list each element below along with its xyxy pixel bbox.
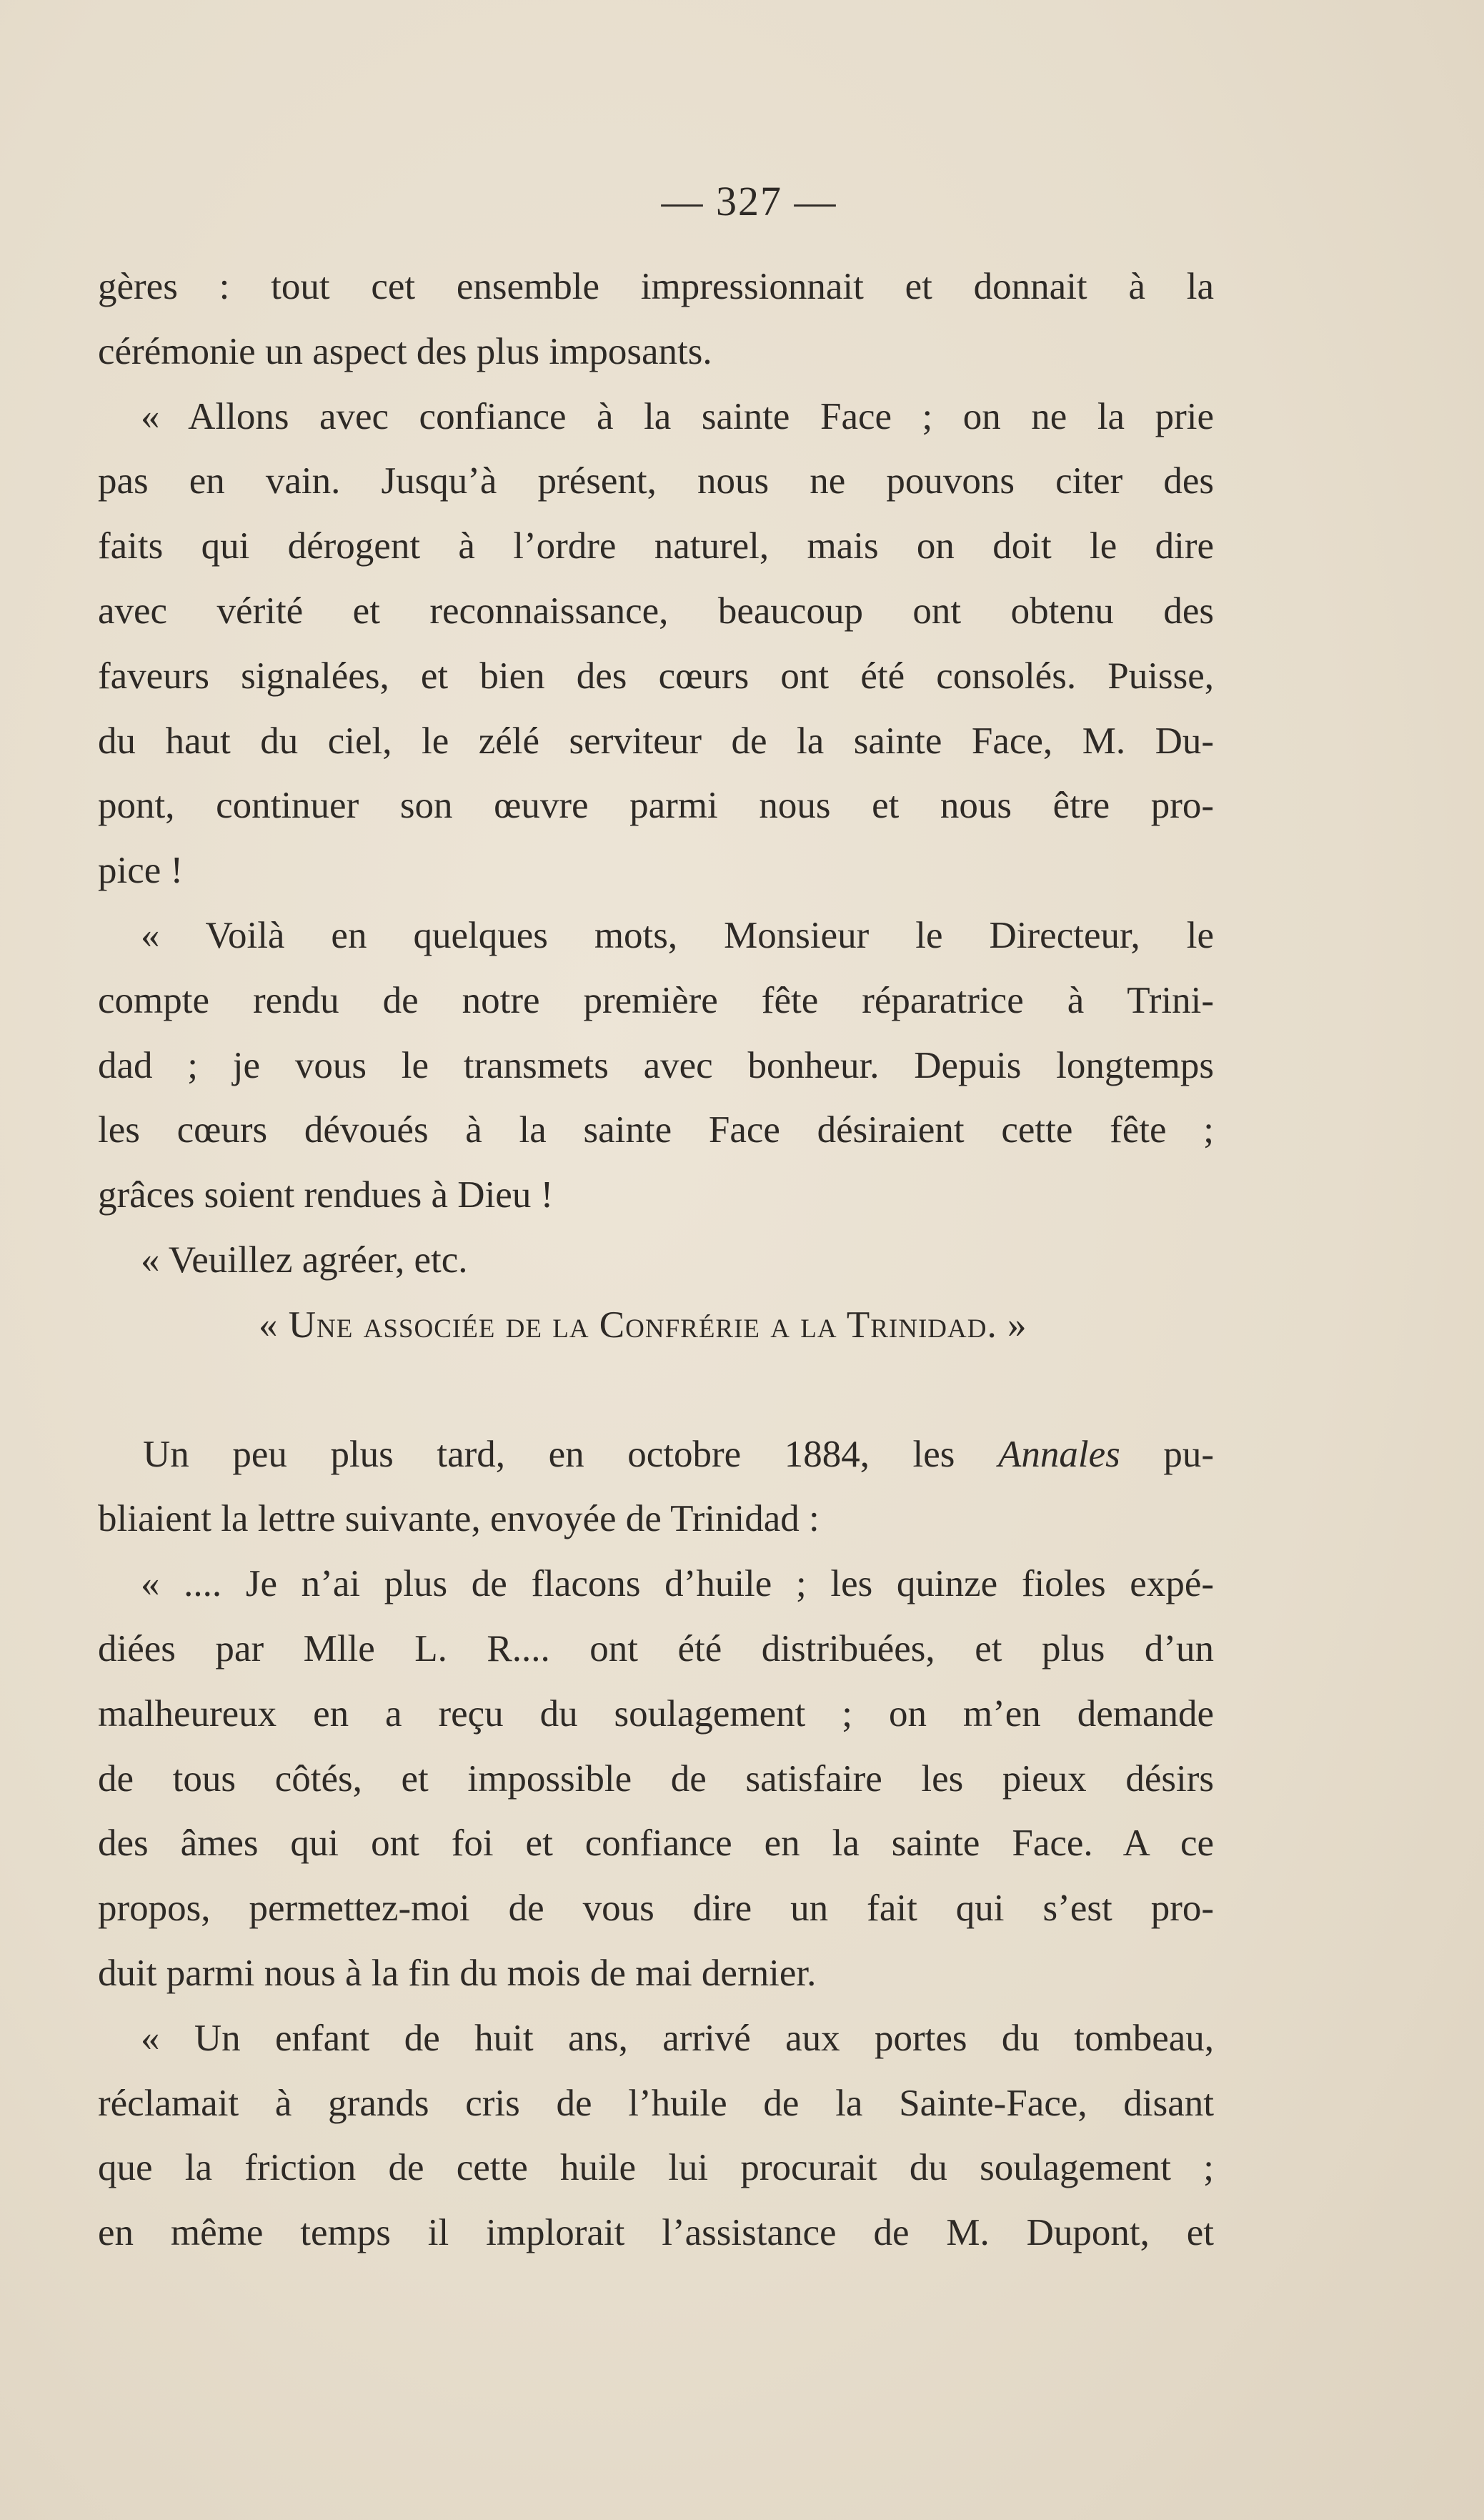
text-run: pu- <box>1163 1433 1215 1475</box>
text-line: avec vérité et reconnaissance, beaucoup ont obtenu des <box>98 590 1214 632</box>
text-line: les cœurs dévoués à la sainte Face désiraient cette fête ; <box>98 1109 1214 1151</box>
text-line: propos, permettez-moi de vous dire un fait qui s’est pro- <box>98 1887 1214 1930</box>
text-line: bliaient la lettre suivante, envoyée de Trinidad : <box>98 1498 820 1540</box>
text-line: en même temps il implorait l’assistance de M. Dupont, et <box>98 2212 1214 2254</box>
text-line: du haut du ciel, le zélé serviteur de la sainte Face, M. Du- <box>98 720 1214 762</box>
text-line: duit parmi nous à la fin du mois de mai dernier. <box>98 1952 817 1994</box>
text-line: pont, continuer son œuvre parmi nous et nous être pro- <box>98 785 1214 827</box>
italic-title: Annales <box>998 1433 1120 1475</box>
text-line: de tous côtés, et impossible de satisfaire les pieux désirs <box>98 1757 1214 1800</box>
text-line: faits qui dérogent à l’ordre naturel, mais on doit le dire <box>98 525 1214 567</box>
text-line: réclamait à grands cris de l’huile de la Sainte-Face, disant <box>98 2082 1214 2124</box>
text-line: « Voilà en quelques mots, Monsieur le Directeur, le <box>141 914 1214 956</box>
paragraph-gap <box>98 1358 1214 1422</box>
text-line: gères : tout cet ensemble impressionnait et donnait à la <box>98 266 1214 307</box>
text-line: « Un enfant de huit ans, arrivé aux portes du tombeau, <box>141 2017 1214 2059</box>
text-line: dad ; je vous le transmets avec bonheur. Depuis longtemps <box>98 1044 1214 1086</box>
text-run: Un peu plus tard, en octobre 1884, les <box>143 1433 955 1475</box>
text-line: des âmes qui ont foi et confiance en la sainte Face. A ce <box>98 1822 1214 1865</box>
text-line <box>98 1422 1214 1487</box>
text-line: faveurs signalées, et bien des cœurs ont été consolés. Puisse, <box>98 655 1214 697</box>
text-line: « .... Je n’ai plus de flacons d’huile ; les quinze fioles expé- <box>141 1563 1214 1605</box>
text-line: grâces soient rendues à Dieu ! <box>98 1174 554 1216</box>
text-line: « Veuillez agréer, etc. <box>141 1239 468 1281</box>
page-number: — 327 — <box>661 178 837 224</box>
text-line: diées par Mlle L. R.... ont été distribuées, et plus d’un <box>98 1627 1214 1670</box>
text-line: pas en vain. Jusqu’à présent, nous ne pouvons citer des <box>98 460 1214 502</box>
text-line: cérémonie un aspect des plus imposants. <box>98 330 712 372</box>
text-line: compte rendu de notre première fête réparatrice à Trini- <box>98 979 1214 1021</box>
body-text <box>98 254 1214 2266</box>
letter-signature: « Une associée de la Confrérie a la Trinidad. » <box>259 1304 1027 1346</box>
text-line: malheureux en a reçu du soulagement ; on m’en demande <box>98 1692 1214 1735</box>
text-line: « Allons avec confiance à la sainte Face ; on ne la prie <box>141 395 1214 437</box>
text-line: que la friction de cette huile lui procurait du soulagement ; <box>98 2147 1214 2189</box>
text-line: pice ! <box>98 850 184 892</box>
